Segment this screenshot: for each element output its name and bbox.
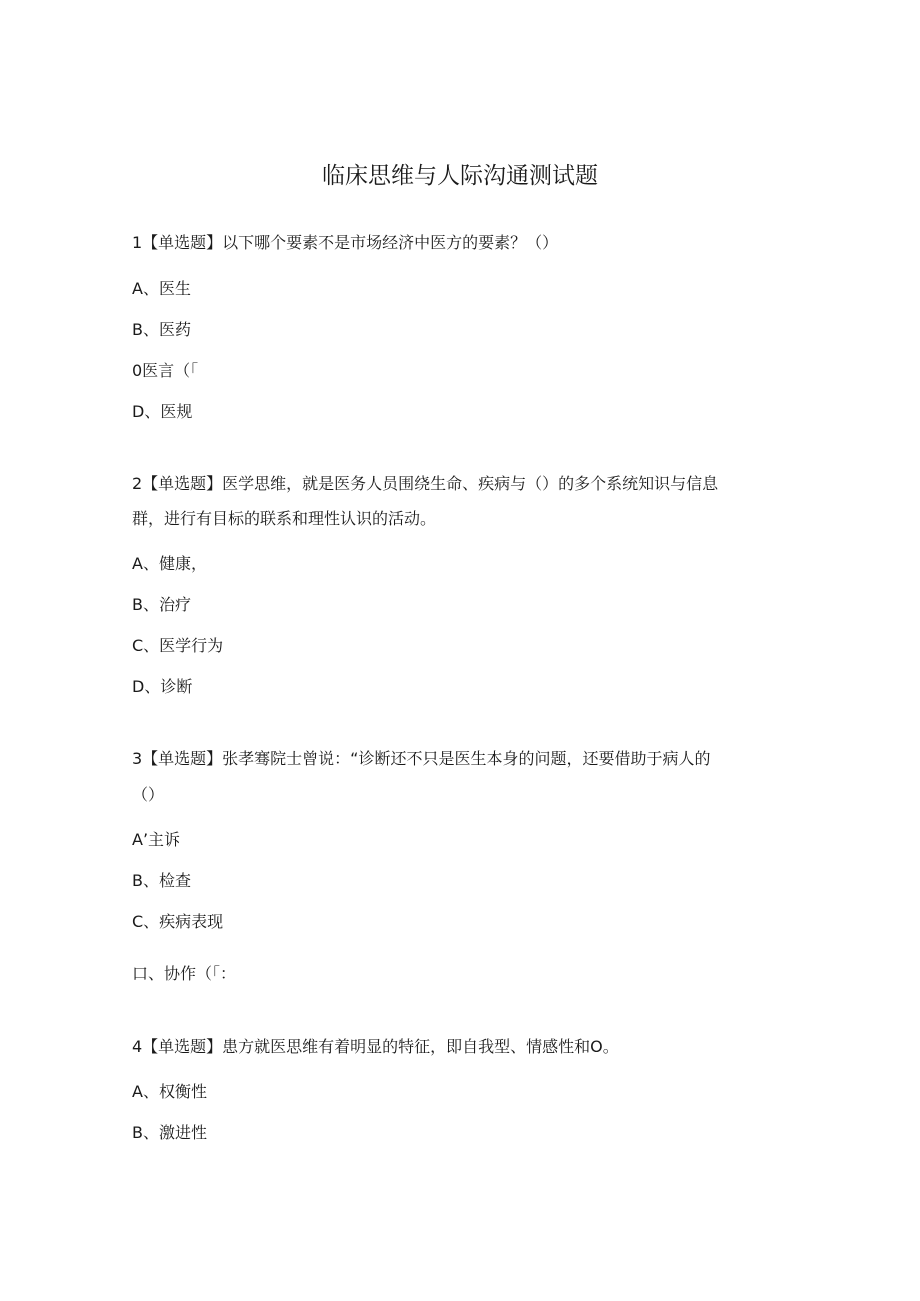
question-2-stem-line-2: 群，进行有目标的联系和理性认识的活动。	[132, 509, 437, 528]
question-2-stem-line-1: 2【单选题】医学思维，就是医务人员围绕生命、疾病与（）的多个系统知识与信息	[132, 474, 719, 493]
question-4-option-a: A、权衡性	[132, 1082, 207, 1101]
question-3-option-c: C、疾病表现	[132, 912, 224, 931]
question-1-option-a: A、医生	[132, 279, 191, 298]
question-2-option-d: D、诊断	[132, 677, 193, 696]
question-4-stem: 4【单选题】患方就医思维有着明显的特征，即自我型、情感性和O。	[132, 1037, 619, 1056]
question-1-option-c: 0医言（「	[132, 361, 199, 380]
question-3-option-d: 口、协作（「：	[132, 964, 237, 983]
question-2-option-a: A、健康，	[132, 554, 207, 573]
question-2-option-b: B、治疗	[132, 595, 191, 614]
question-1-option-b: B、医药	[132, 320, 191, 339]
question-3-stem-line-2: （）	[132, 785, 165, 804]
question-3-stem-line-1: 3【单选题】张孝骞院士曾说：“诊断还不只是医生本身的问题，还要借助于病人的	[132, 749, 711, 768]
question-4-option-b: B、激进性	[132, 1123, 207, 1142]
question-3-option-b: B、检查	[132, 871, 191, 890]
question-1-option-d: D、医规	[132, 402, 193, 421]
question-3-option-a: A’主诉	[132, 830, 181, 849]
document-title: 临床思维与人际沟通测试题	[322, 163, 598, 189]
question-2-option-c: C、医学行为	[132, 636, 224, 655]
question-1-stem: 1【单选题】以下哪个要素不是市场经济中医方的要素？（）	[132, 233, 559, 252]
